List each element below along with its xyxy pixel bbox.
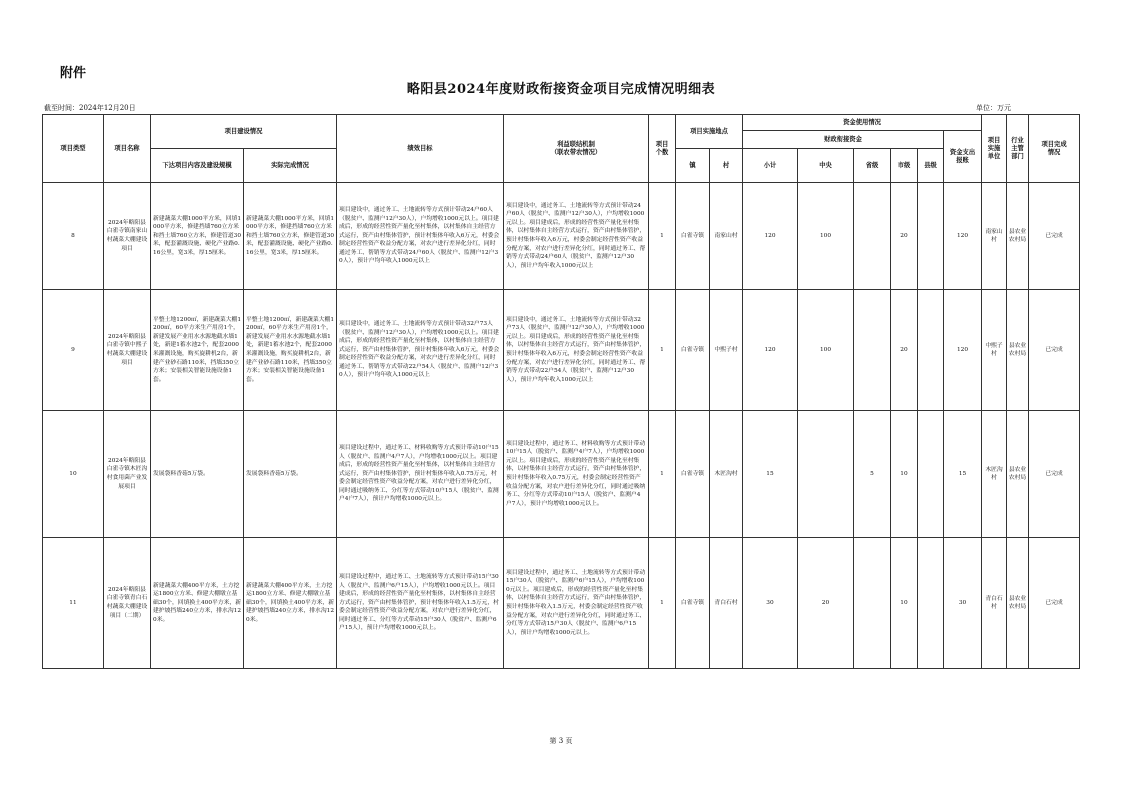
col-spent: 资金支出 报账 — [944, 131, 982, 183]
cell-spent: 30 — [944, 538, 982, 669]
cell-completion: 已完成 — [1029, 183, 1080, 290]
attachment-label: 附件 — [60, 66, 87, 81]
cell-spent: 15 — [944, 411, 982, 538]
cell-actual: 新建蔬菜大棚400平方米，土方挖运1800立方米、修建大棚墩立基础30个，回填换土400平方米，新建护坡挡墙240立方米，排水沟120米。 — [244, 538, 337, 669]
cell-town: 白雀寺镇 — [676, 411, 710, 538]
cell-subtotal: 15 — [743, 411, 798, 538]
cell-county — [918, 183, 944, 290]
cell-completion: 已完成 — [1029, 290, 1080, 411]
cell-performance: 项目建设中，通过务工、土地流转等方式预计带动24户60人（脱贫户、监测户12户30人），户均增收1000元以上。项目建成后，形成的经营性资产量化至村集体，以村集体自主经营方式运行，资产由村集体管护，预计村集体年收入6万元，村委会制定经营性资产收益分配方案，对农户进行差异化分红，同时通过务工、帮销等方式带动24户60人（脱贫户、监测户12户30人），预计户均年收入1000元以上 — [337, 183, 504, 290]
unit-label: 单位：万元 — [976, 104, 1011, 112]
col-construction-group: 项目建设情况 — [151, 115, 337, 149]
cell-spent: 120 — [944, 183, 982, 290]
cell-impl-unit: 南家山村 — [982, 183, 1007, 290]
cell-county — [918, 411, 944, 538]
cell-town: 白雀寺镇 — [676, 290, 710, 411]
cell-type: 9 — [43, 290, 104, 411]
cell-industry-dept: 县农业农村局 — [1007, 538, 1029, 669]
cell-village: 青白石村 — [710, 538, 743, 669]
cell-count: 1 — [649, 538, 676, 669]
col-village: 村 — [710, 149, 743, 183]
cell-provincial: 5 — [854, 411, 891, 538]
cell-planned: 发展袋料香菇5万袋。 — [151, 411, 244, 538]
cell-benefit: 项目建设中，通过务工、土地流转等方式预计带动32户73人（脱贫户、监测户12户30人），户均增收1000元以上。项目建成后，形成的经营性资产量化至村集体，以村集体自主经营方式运行，资产由村集体管护，预计村集体年收入6万元，村委会制定经营性资产收益分配方案，对农户进行差异化分红，同时通过务工、帮销等方式带动22户54人（脱贫户、监测户12户30人），预计户均年收入1000元以上 — [504, 290, 649, 411]
cell-city: 20 — [891, 290, 918, 411]
cell-completion: 已完成 — [1029, 411, 1080, 538]
cell-county — [918, 290, 944, 411]
table-row — [43, 538, 1080, 669]
cell-central: 100 — [798, 183, 854, 290]
col-county: 县级 — [918, 149, 944, 183]
cell-provincial — [854, 538, 891, 669]
col-location-group: 项目实施地点 — [676, 115, 743, 149]
project-table — [42, 114, 1080, 669]
cell-city: 10 — [891, 411, 918, 538]
cell-count: 1 — [649, 183, 676, 290]
cell-central: 20 — [798, 538, 854, 669]
cell-central: 100 — [798, 290, 854, 411]
cell-completion: 已完成 — [1029, 538, 1080, 669]
table-row — [43, 183, 1080, 290]
page-number: 第 3 页 — [549, 737, 573, 745]
col-actual: 实际完成情况 — [244, 149, 337, 183]
cell-subtotal: 120 — [743, 183, 798, 290]
col-central: 中央 — [798, 149, 854, 183]
cell-type: 8 — [43, 183, 104, 290]
col-subtotal: 小计 — [743, 149, 798, 183]
cell-actual: 新建蔬菜大棚1000平方米，回填1000平方米，修建挡墙760立方米和挡土墙760立方米，修建管道30米，配套灌溉设施、硬化产业路0.16公里，宽3米，厚15厘米。 — [244, 183, 337, 290]
cell-central — [798, 411, 854, 538]
cell-actual: 平整土地1200㎡，新建蔬菜大棚1200㎡，60平方米生产用房1个，新建发展产业用水水源地截水墙1处，新建1蓄水池2个，配套2000米灌溉设施，购买旋耕机2台，新建产业砂石路110米，挡墙350立方米；安装相关智能设施设备1套。 — [244, 290, 337, 411]
cell-city: 20 — [891, 183, 918, 290]
col-provincial: 省级 — [854, 149, 891, 183]
cell-provincial — [854, 183, 891, 290]
cell-benefit: 项目建设中，通过务工、土地流转等方式预计带动24户60人（脱贫户、监测户12户30人），户均增收1000元以上。项目建成后，形成的经营性资产量化至村集体，以村集体自主经营方式运行，资产由村集体管护，预计村集体年收入6万元，村委会制定经营性资产收益分配方案，对农户进行差异化分红，同时通过务工、帮销等方式带动24户60人（脱贫户、监测户12户30人），预计户均年收入1000元以上 — [504, 183, 649, 290]
col-industry-dept: 行业 主管 部门 — [1007, 115, 1029, 183]
cell-name: 2024年略阳县白雀寺镇南家山村蔬菜大棚建设项目 — [104, 183, 151, 290]
cell-performance: 项目建设中，通过务工、土地流转等方式预计带动32户73人（脱贫户、监测户12户30人），户均增收1000元以上。项目建成后，形成的经营性资产量化至村集体，以村集体自主经营方式运行，资产由村集体管护，预计村集体年收入6万元，村委会制定经营性资产收益分配方案，对农户进行差异化分红，同时通过务工、帮销等方式带动22户54人（脱贫户、监测户12户30人），预计户均年收入1000元以上 — [337, 290, 504, 411]
cell-performance: 项目建设过程中，通过务工、材料收购等方式预计带动10户15人（脱贫户、监测户4户7人），户均增收1000元以上。项目建成后，形成的经营性资产量化至村集体，以村集体自主经营方式运行，资产由村集体管护，预计村集体年收入0.75万元，村委会制定经营性资产收益分配方案，对农户进行差异化分红，同时通过吸纳务工、分红等方式带动10户15人（脱贫户、监测户4户7人），预计户均增收1000元以上。 — [337, 411, 504, 538]
cell-planned: 新建蔬菜大棚400平方米，土方挖运1800立方米、修建大棚墩立基础30个，回填换土400平方米，新建护坡挡墙240立方米，排水沟120米。 — [151, 538, 244, 669]
cell-town: 白雀寺镇 — [676, 183, 710, 290]
cell-spent: 120 — [944, 290, 982, 411]
col-name: 项目名称 — [104, 115, 151, 183]
cell-village: 中熙子村 — [710, 290, 743, 411]
cell-subtotal: 120 — [743, 290, 798, 411]
cell-industry-dept: 县农业农村局 — [1007, 290, 1029, 411]
table-row — [43, 411, 1080, 538]
table-row — [43, 290, 1080, 411]
cell-planned: 新建蔬菜大棚1000平方米，回填1000平方米，修建挡墙760立方米和挡土墙760立方米，修建管道30米，配套灌溉设施、硬化产业路0.16公里，宽3米，厚15厘米。 — [151, 183, 244, 290]
cell-impl-unit: 木匠沟村 — [982, 411, 1007, 538]
cell-provincial — [854, 290, 891, 411]
cutoff-date: 截至时间：2024年12月20日 — [44, 104, 136, 112]
col-funds-group: 资金使用情况 — [743, 115, 982, 131]
cell-actual: 发展袋料香菇5万袋。 — [244, 411, 337, 538]
cell-name: 2024年略阳县白雀寺镇中熙子村蔬菜大棚建设项目 — [104, 290, 151, 411]
cell-benefit: 项目建设过程中，通过务工、材料收购等方式预计带动10户15人（脱贫户、监测户4户7人），户均增收1000元以上。项目建成后，形成的经营性资产量化至村集体，以村集体自主经营方式运行，资产由村集体管护，预计村集体年收入0.75万元，村委会制定经营性资产收益分配方案，对农户进行差异化分红，同时通过吸纳务工、分红等方式带动10户15人（脱贫户、监测户4户7人），预计户均增收1000元以上。 — [504, 411, 649, 538]
cell-city: 10 — [891, 538, 918, 669]
col-town: 镇 — [676, 149, 710, 183]
col-type: 项目类型 — [43, 115, 104, 183]
cell-impl-unit: 青白石村 — [982, 538, 1007, 669]
cell-village: 木匠沟村 — [710, 411, 743, 538]
cell-name: 2024年略阳县白雀寺镇木匠沟村食用菌产业发展项目 — [104, 411, 151, 538]
cell-subtotal: 30 — [743, 538, 798, 669]
cell-count: 1 — [649, 290, 676, 411]
col-city: 市级 — [891, 149, 918, 183]
page-title: 略阳县2024年度财政衔接资金项目完成情况明细表 — [406, 82, 716, 97]
cell-industry-dept: 县农业农村局 — [1007, 183, 1029, 290]
col-performance: 绩效目标 — [337, 115, 504, 183]
cell-impl-unit: 中熙子村 — [982, 290, 1007, 411]
cell-performance: 项目建设过程中，通过务工、土地流转等方式预计带动15户30人（脱贫户、监测户6户15人），户均增收1000元以上。项目建成后，形成的经营性资产量化至村集体，以村集体自主经营方式运行，资产由村集体管护，预计村集体年收入1.5万元，村委会制定经营性资产收益分配方案，对农户进行差异化分红，同时通过务工、分红等方式带动15户30人（脱贫户、监测户6户15人），预计户均增收1000元以上。 — [337, 538, 504, 669]
cell-village: 南家山村 — [710, 183, 743, 290]
cell-type: 10 — [43, 411, 104, 538]
cell-count: 1 — [649, 411, 676, 538]
col-count: 项目 个数 — [649, 115, 676, 183]
col-fiscal-group: 财政衔接资金 — [743, 131, 944, 149]
col-impl-unit: 项目 实施 单位 — [982, 115, 1007, 183]
col-planned: 下达项目内容及建设规模 — [151, 149, 244, 183]
cell-name: 2024年略阳县白雀寺镇青白石村蔬菜大棚建设项目（二期） — [104, 538, 151, 669]
cell-type: 11 — [43, 538, 104, 669]
col-completion: 项目完成 情况 — [1029, 115, 1080, 183]
cell-planned: 平整土地1200㎡，新建蔬菜大棚1200㎡，60平方米生产用房1个，新建发展产业用水水源地截水墙1处，新建1蓄水池2个，配套2000米灌溉设施，购买旋耕机2台，新建产业砂石路110米，挡墙350立方米；安装相关智能设施设备1套。 — [151, 290, 244, 411]
cell-benefit: 项目建设过程中，通过务工、土地流转等方式预计带动15户30人（脱贫户、监测户6户15人），户均增收1000元以上。项目建成后，形成的经营性资产量化至村集体，以村集体自主经营方式运行，资产由村集体管护，预计村集体年收入1.5万元，村委会制定经营性资产收益分配方案，对农户进行差异化分红，同时通过务工、分红等方式带动15户30人（脱贫户、监测户6户15人），预计户均增收1000元以上。 — [504, 538, 649, 669]
col-benefit: 利益联结机制 （联农带农情况） — [504, 115, 649, 183]
cell-industry-dept: 县农业农村局 — [1007, 411, 1029, 538]
cell-county — [918, 538, 944, 669]
cell-town: 白雀寺镇 — [676, 538, 710, 669]
